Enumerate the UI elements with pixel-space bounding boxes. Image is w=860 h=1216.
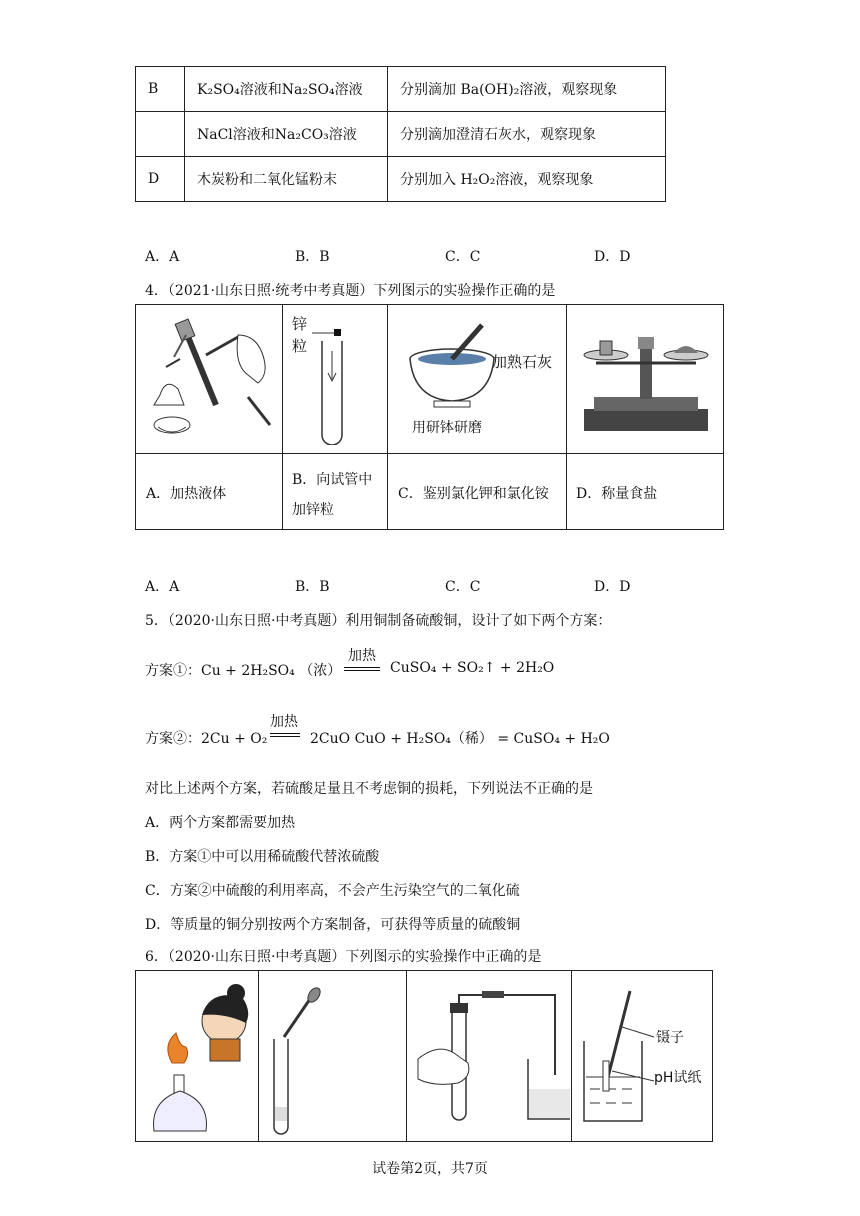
plan1-left: 方案①：Cu + 2H₂SO₄ （浓） [145,663,342,679]
tweezers-label: 镊子 [656,1030,684,1046]
q5-choice-a[interactable]: A．两个方案都需要加热 [145,815,296,831]
table-row [136,67,666,112]
q6-figure-table [135,970,713,1142]
heating-liquid-figure [146,315,276,445]
q5-choice-b[interactable]: B．方案①中可以用稀硫酸代替浓硫酸 [145,849,380,865]
plan1-condition: 加热 [348,648,376,664]
test-tube-figure [306,323,366,445]
row-method: 分别加入 H₂O₂溶液，观察现象 [388,157,666,202]
q6-stem: 6．（2020·山东日照·中考真题）下列图示的实验操作中正确的是 [145,949,542,965]
plan2-left: 方案②：2Cu + O₂ [145,731,268,747]
ph-paper-label: pH试纸 [654,1070,702,1086]
plan1-equals [344,667,380,671]
zinc-label-top: 锌 [292,315,308,333]
q5-stem: 5．（2020·山东日照·中考真题）利用铜制备硫酸铜，设计了如下两个方案： [145,613,612,629]
option-a[interactable]: A．A [145,249,180,265]
dropper-figure [264,979,364,1139]
row-label [136,112,185,157]
row-method: 分别滴加澄清石灰水，观察现象 [388,112,666,157]
option-b[interactable]: B．B [295,579,330,595]
caption-a: A．加热液体 [146,486,227,502]
mortar-figure [404,319,504,429]
plan1-right: CuSO₄ + SO₂↑ + 2H₂O [390,660,555,676]
option-c[interactable]: C．C [445,249,481,265]
ph-test-figure [576,981,656,1131]
option-d[interactable]: D．D [594,249,631,265]
q4-figure-table [135,304,724,530]
add-lime-label: 加熟石灰 [492,353,553,371]
plan2-condition: 加热 [270,714,298,730]
caption-b: B．向试管中加锌粒 [292,472,373,518]
row-substances: K₂SO₄溶液和Na₂SO₄溶液 [185,67,388,112]
table-row [136,112,666,157]
plan2-right: 2CuO CuO + H₂SO₄（稀） = CuSO₄ + H₂O [310,731,610,747]
row-substances: NaCl溶液和Na₂CO₃溶液 [185,112,388,157]
row-label: D [136,157,185,202]
q3-table [135,66,666,202]
plan2-equals [270,733,300,737]
q5-question: 对比上述两个方案，若硫酸足量且不考虑铜的损耗，下列说法不正确的是 [145,781,593,797]
row-method: 分别滴加 Ba(OH)₂溶液，观察现象 [388,67,666,112]
row-label: B [136,67,185,112]
table-row [136,157,666,202]
option-b[interactable]: B．B [295,249,330,265]
q4-stem: 4．（2021·山东日照·统考中考真题）下列图示的实验操作正确的是 [145,283,556,299]
grind-label: 用研钵研磨 [412,420,482,436]
option-d[interactable]: D．D [594,579,631,595]
option-c[interactable]: C．C [445,579,481,595]
caption-d: D．称量食盐 [576,486,658,502]
q5-choice-d[interactable]: D．等质量的铜分别按两个方案制备，可获得等质量的硫酸铜 [145,917,521,933]
caption-c: C．鉴别氯化钾和氯化铵 [398,486,549,502]
airtightness-figure [412,979,570,1139]
page-footer: 试卷第2页，共7页 [372,1161,488,1177]
q5-choice-c[interactable]: C．方案②中硫酸的利用率高，不会产生污染空气的二氧化硫 [145,883,520,899]
zinc-label-bottom: 粒 [292,337,308,355]
row-substances: 木炭粉和二氧化锰粉末 [185,157,388,202]
option-a[interactable]: A．A [145,579,180,595]
alcohol-lamp-figure [144,979,254,1135]
balance-figure [576,317,716,441]
